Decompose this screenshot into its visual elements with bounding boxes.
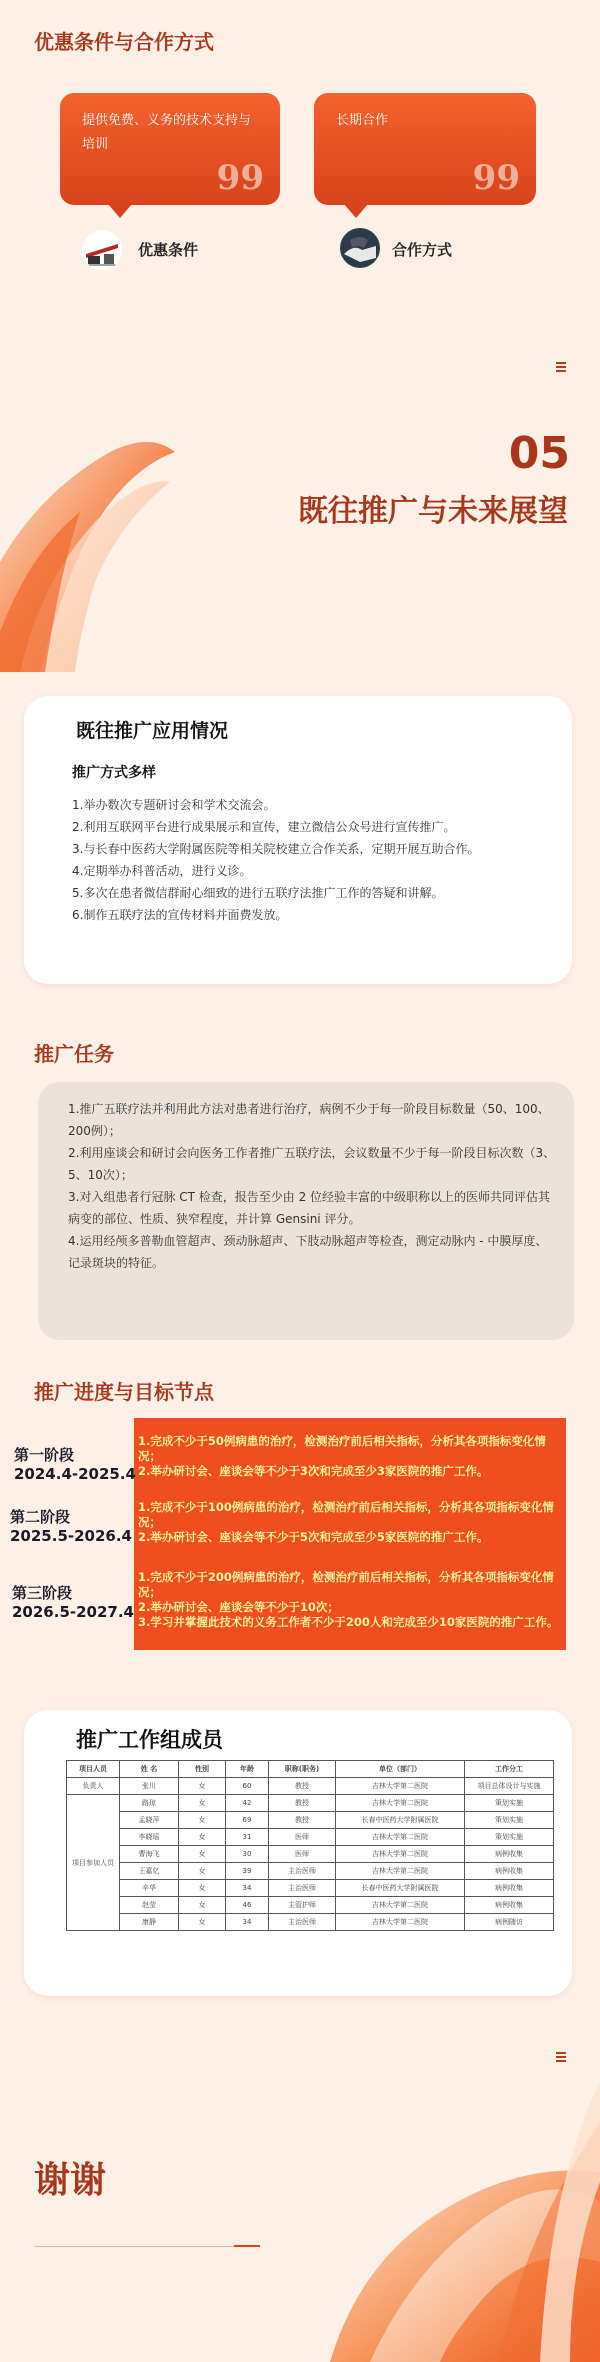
table-cell: 31 [226,1829,269,1846]
column-header: 性别 [179,1761,226,1778]
table-cell: 吉林大学第二医院 [336,1914,465,1931]
table-cell: 吉林大学第二医院 [336,1897,465,1914]
table-cell: 60 [226,1778,269,1795]
cooperation-text: 长期合作 [336,113,389,128]
table-row [67,1795,554,1812]
list-item: 2.利用互联网平台进行成果展示和宣传，建立微信公众号进行宣传推广。 [72,820,456,834]
table-cell: 女 [179,1863,226,1880]
promotion-card-title: 既往推广应用情况 [76,720,229,742]
list-item: 3.对入组患者行冠脉 CT 检查，报告至少由 2 位经验丰富的中级职称以上的医师共同评估其病变的部位、性质、狭窄程度，并计算 Gensini 评分。 [68,1190,551,1226]
tasks-title: 推广任务 [34,1042,114,1066]
members-table [66,1760,554,1931]
table-cell: 69 [226,1812,269,1829]
table-cell: 吉林大学第二医院 [336,1795,465,1812]
quote-icon: 99 [216,158,264,198]
table-cell: 女 [179,1846,226,1863]
table-cell: 教授 [269,1778,336,1795]
table-cell: 30 [226,1846,269,1863]
list-item: 2.利用座谈会和研讨会向医务工作者推广五联疗法，会议数量不少于每一阶段目标次数（3、5、10次）； [68,1146,556,1182]
thanks-text: 谢谢 [34,2160,107,2201]
handshake-icon [340,228,380,268]
table-row [67,1829,554,1846]
table-cell: 长春中医药大学附属医院 [336,1880,465,1897]
table-cell: 吉林大学第二医院 [336,1863,465,1880]
table-row [67,1897,554,1914]
table-cell: 女 [179,1829,226,1846]
phase-name: 第一阶段 [14,1446,75,1464]
phase-dates: 2026.5-2027.4 [12,1603,134,1621]
table-cell: 吉林大学第二医院 [336,1846,465,1863]
table-row [67,1914,554,1931]
table-cell: 医师 [269,1829,336,1846]
divider-accent [234,2245,260,2247]
table-cell: 教授 [269,1795,336,1812]
table-cell: 病例随访 [465,1914,554,1931]
goal-line: 1.完成不少于200例病患的治疗，检测治疗前后相关指标，分析其各项指标变化情况； [138,1570,554,1599]
table-cell: 病例收集 [465,1846,554,1863]
table-cell: 教授 [269,1812,336,1829]
table-cell: 主治医师 [269,1880,336,1897]
goal-line: 2.举办研讨会、座谈会等不少于3次和完成至少3家医院的推广工作。 [138,1464,489,1478]
benefit-icon [82,230,122,270]
benefit-label: 优惠条件 [138,241,199,259]
column-header: 单位（部门） [336,1761,465,1778]
menu-icon[interactable] [556,362,566,374]
phase-dates: 2024.4-2025.4 [14,1465,136,1483]
table-row [67,1846,554,1863]
list-item: 1.推广五联疗法并利用此方法对患者进行治疗，病例不少于每一阶段目标数量（50、100、200例）； [68,1102,550,1138]
table-cell: 39 [226,1863,269,1880]
phase-label [14,1446,136,1484]
table-cell: 女 [179,1897,226,1914]
section-number: 05 [508,428,570,479]
table-cell: 吉林大学第二医院 [336,1778,465,1795]
table-cell: 孟晓萍 [120,1812,179,1829]
phase-name: 第三阶段 [12,1584,73,1602]
table-cell: 34 [226,1880,269,1897]
phase-label [12,1584,134,1622]
list-item: 4.运用经颅多普勒血管超声、颈动脉超声、下肢动脉超声等检查，测定动脉内 - 中膜厚度、记录斑块的特征。 [68,1234,548,1270]
cooperation-label: 合作方式 [392,241,453,259]
table-cell: 吉林大学第二医院 [336,1829,465,1846]
list-item: 1.举办数次专题研讨会和学术交流会。 [72,798,276,812]
table-cell: 辛华 [120,1880,179,1897]
members-title: 推广工作组成员 [76,1728,223,1752]
table-cell: 主治医师 [269,1914,336,1931]
table-cell: 34 [226,1914,269,1931]
table-cell: 曹海飞 [120,1846,179,1863]
decorative-wave [0,432,180,672]
progress-title: 推广进度与目标节点 [34,1380,214,1404]
table-row [67,1863,554,1880]
goal-line: 2.举办研讨会、座谈会等不少于10次； [138,1600,339,1614]
table-cell: 女 [179,1880,226,1897]
table-cell: 李晓瑶 [120,1829,179,1846]
phase-goals [138,1570,562,1630]
list-item: 3.与长春中医药大学附属医院等相关院校建立合作关系，定期开展互助合作。 [72,842,480,856]
table-cell: 主管护师 [269,1897,336,1914]
table-cell: 赵莹 [120,1897,179,1914]
table-cell: 项目总体设计与实施 [465,1778,554,1795]
table-header-row [67,1761,554,1778]
phase-dates: 2025.5-2026.4 [10,1527,132,1545]
table-row [67,1812,554,1829]
benefit-text: 提供免费、义务的技术支持与培训 [82,113,252,152]
phase-label [10,1508,132,1546]
table-cell: 张川 [120,1778,179,1795]
table-cell: 王嘉亿 [120,1863,179,1880]
coop-section-title: 优惠条件与合作方式 [34,30,214,54]
table-cell: 主治医师 [269,1863,336,1880]
table-cell: 女 [179,1812,226,1829]
column-header: 姓 名 [120,1761,179,1778]
table-row [67,1880,554,1897]
decorative-wave [300,2062,600,2362]
table-cell: 病例收集 [465,1897,554,1914]
members-card [24,1710,572,1996]
tasks-card [38,1082,574,1340]
phase-goals [138,1500,562,1545]
benefit-bubble [60,93,280,205]
divider-line [34,2246,260,2247]
goal-line: 2.举办研讨会、座谈会等不少于5次和完成至少5家医院的推广工作。 [138,1530,489,1544]
phase-name: 第二阶段 [10,1508,71,1526]
list-item: 5.多次在患者微信群耐心细致的进行五联疗法推广工作的答疑和讲解。 [72,886,444,900]
table-cell: 病例收集 [465,1880,554,1897]
list-item: 4.定期举办科普活动，进行义诊。 [72,864,252,878]
list-item: 6.制作五联疗法的宣传材料并面费发放。 [72,908,288,922]
table-cell: 病例收集 [465,1863,554,1880]
table-cell: 42 [226,1795,269,1812]
cooperation-bubble [314,93,536,205]
table-cell: 长春中医药大学附属医院 [336,1812,465,1829]
goal-line: 1.完成不少于100例病患的治疗，检测治疗前后相关指标，分析其各项指标变化情况； [138,1500,554,1529]
table-cell: 女 [179,1795,226,1812]
promotion-list [72,794,552,926]
tasks-list [68,1098,556,1274]
column-header: 项目人员 [67,1761,120,1778]
column-header: 工作分工 [465,1761,554,1778]
group-cell: 负责人 [67,1778,120,1795]
table-cell: 策划实施 [465,1795,554,1812]
group-cell: 项目参加人员 [67,1795,120,1931]
table-cell: 康静 [120,1914,179,1931]
promotion-subtitle: 推广方式多样 [72,765,156,781]
table-cell: 路琼 [120,1795,179,1812]
table-cell: 46 [226,1897,269,1914]
promotion-card [24,696,572,984]
column-header: 年龄 [226,1761,269,1778]
table-row [67,1778,554,1795]
goal-line: 3.学习并掌握此技术的义务工作者不少于200人和完成至少10家医院的推广工作。 [138,1615,559,1629]
phase-goals [138,1434,562,1479]
table-cell: 女 [179,1914,226,1931]
column-header: 职称(职务) [269,1761,336,1778]
table-cell: 策划实施 [465,1812,554,1829]
table-cell: 医师 [269,1846,336,1863]
section-05-title: 既往推广与未来展望 [298,494,568,529]
table-cell: 策划实施 [465,1829,554,1846]
table-cell: 女 [179,1778,226,1795]
goal-line: 1.完成不少于50例病患的治疗，检测治疗前后相关指标，分析其各项指标变化情况； [138,1434,546,1463]
quote-icon: 99 [472,158,520,198]
